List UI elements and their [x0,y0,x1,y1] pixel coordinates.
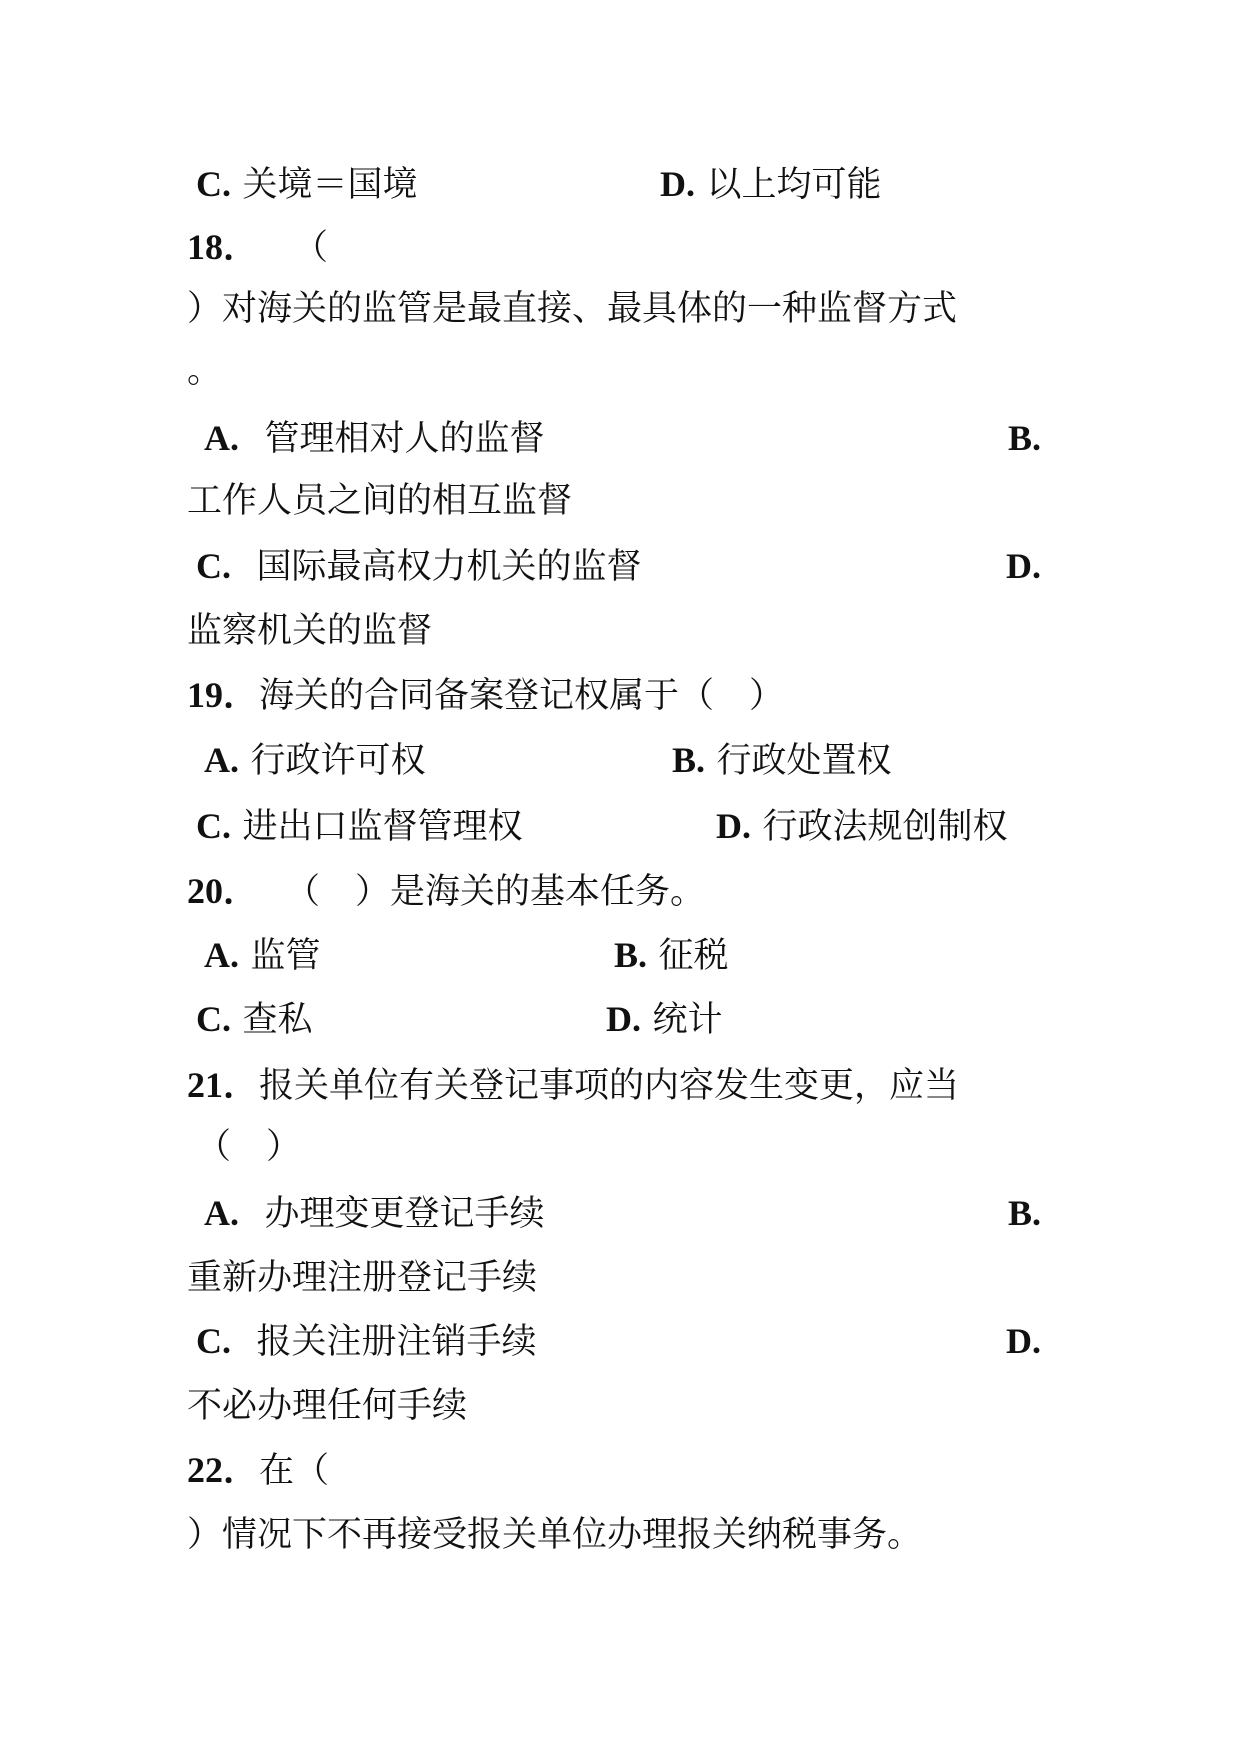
option-label: C. [196,164,231,204]
option-label: B. [614,935,648,975]
q21-option-b-label [1008,1190,1041,1236]
q18-option-b-text [187,478,572,524]
option-label: C. [196,546,231,586]
question-stem: （ [293,228,329,268]
q18-option-d-text [187,608,432,654]
option-text: 征税 [658,936,729,976]
q19-stem [187,672,784,718]
option-label: A. [204,1193,239,1233]
question-number: 22． [187,1450,260,1490]
q22-stem-line-1 [187,1447,329,1493]
option-label: A. [204,740,239,780]
q21-stem-line-2 [196,1124,301,1170]
q19-option-d [716,803,1007,849]
question-stem: ）情况下不再接受报关单位办理报关纳税事务。 [187,1515,923,1555]
question-stem: 报关单位有关登记事项的内容发生变更，应当 [259,1066,960,1106]
q21-option-a [204,1190,544,1236]
option-text: 查私 [242,1000,313,1040]
option-text: 报关注册注销手续 [256,1322,537,1362]
q18-option-d-label [1006,543,1041,589]
question-number: 21． [187,1065,260,1105]
q22-stem-line-2 [187,1512,922,1558]
q19-option-a [204,737,425,783]
option-text: 行政许可权 [250,741,426,781]
q18-stem-line-3 [187,348,222,394]
question-number: 18． [187,227,260,267]
option-text: 监察机关的监督 [187,611,433,651]
q19-option-b [672,737,891,783]
option-label: B. [672,740,706,780]
option-text: 工作人员之间的相互监督 [187,481,573,521]
option-label: D. [660,164,695,204]
question-number: 19． [187,675,260,715]
q21-stem-line-1 [187,1062,959,1108]
q18-option-c [196,543,641,589]
q21-option-d-text [187,1383,467,1429]
option-label: C. [196,806,231,846]
q19-option-c [196,803,522,849]
q18-option-b-label [1008,415,1041,461]
option-label: B. [1008,1193,1042,1233]
option-label: B. [1008,418,1042,458]
option-label: A. [204,935,239,975]
q18-stem-line-2 [187,286,957,332]
q21-option-d-label [1006,1318,1041,1364]
q18-stem-line-1 [187,224,328,270]
question-stem: 。 [187,351,223,391]
option-text: 行政法规创制权 [762,807,1008,847]
option-label: D. [1006,546,1041,586]
q18-option-a [204,415,544,461]
q20-option-c [196,996,312,1042]
option-text: 关境＝国境 [242,165,418,205]
q20-option-b [614,932,728,978]
option-text: 重新办理注册登记手续 [187,1258,538,1298]
question-stem: ）对海关的监管是最直接、最具体的一种监督方式 [187,289,958,329]
q17-option-c [196,161,417,207]
question-stem: （ ）是海关的基本任务。 [285,872,706,912]
option-text: 不必办理任何手续 [187,1386,468,1426]
option-text: 以上均可能 [706,165,882,205]
question-stem: 海关的合同备案登记权属于（ ） [259,676,785,716]
question-number: 20． [187,871,260,911]
option-text: 统计 [652,1000,723,1040]
q21-option-c [196,1318,536,1364]
q17-option-d [660,161,881,207]
option-label: D. [716,806,751,846]
option-label: C. [196,1321,231,1361]
option-text: 办理变更登记手续 [264,1194,545,1234]
q20-stem [187,868,705,914]
question-stem: （ ） [196,1127,302,1167]
option-text: 进出口监督管理权 [242,807,523,847]
option-label: C. [196,999,231,1039]
option-text: 监管 [250,936,321,976]
q21-option-b-text [187,1255,537,1301]
option-text: 国际最高权力机关的监督 [256,547,642,587]
q20-option-a [204,932,320,978]
option-label: A. [204,418,239,458]
question-stem: 在（ [259,1451,330,1491]
option-text: 行政处置权 [716,741,892,781]
option-text: 管理相对人的监督 [264,419,545,459]
option-label: D. [1006,1321,1041,1361]
option-label: D. [606,999,641,1039]
q20-option-d [606,996,722,1042]
